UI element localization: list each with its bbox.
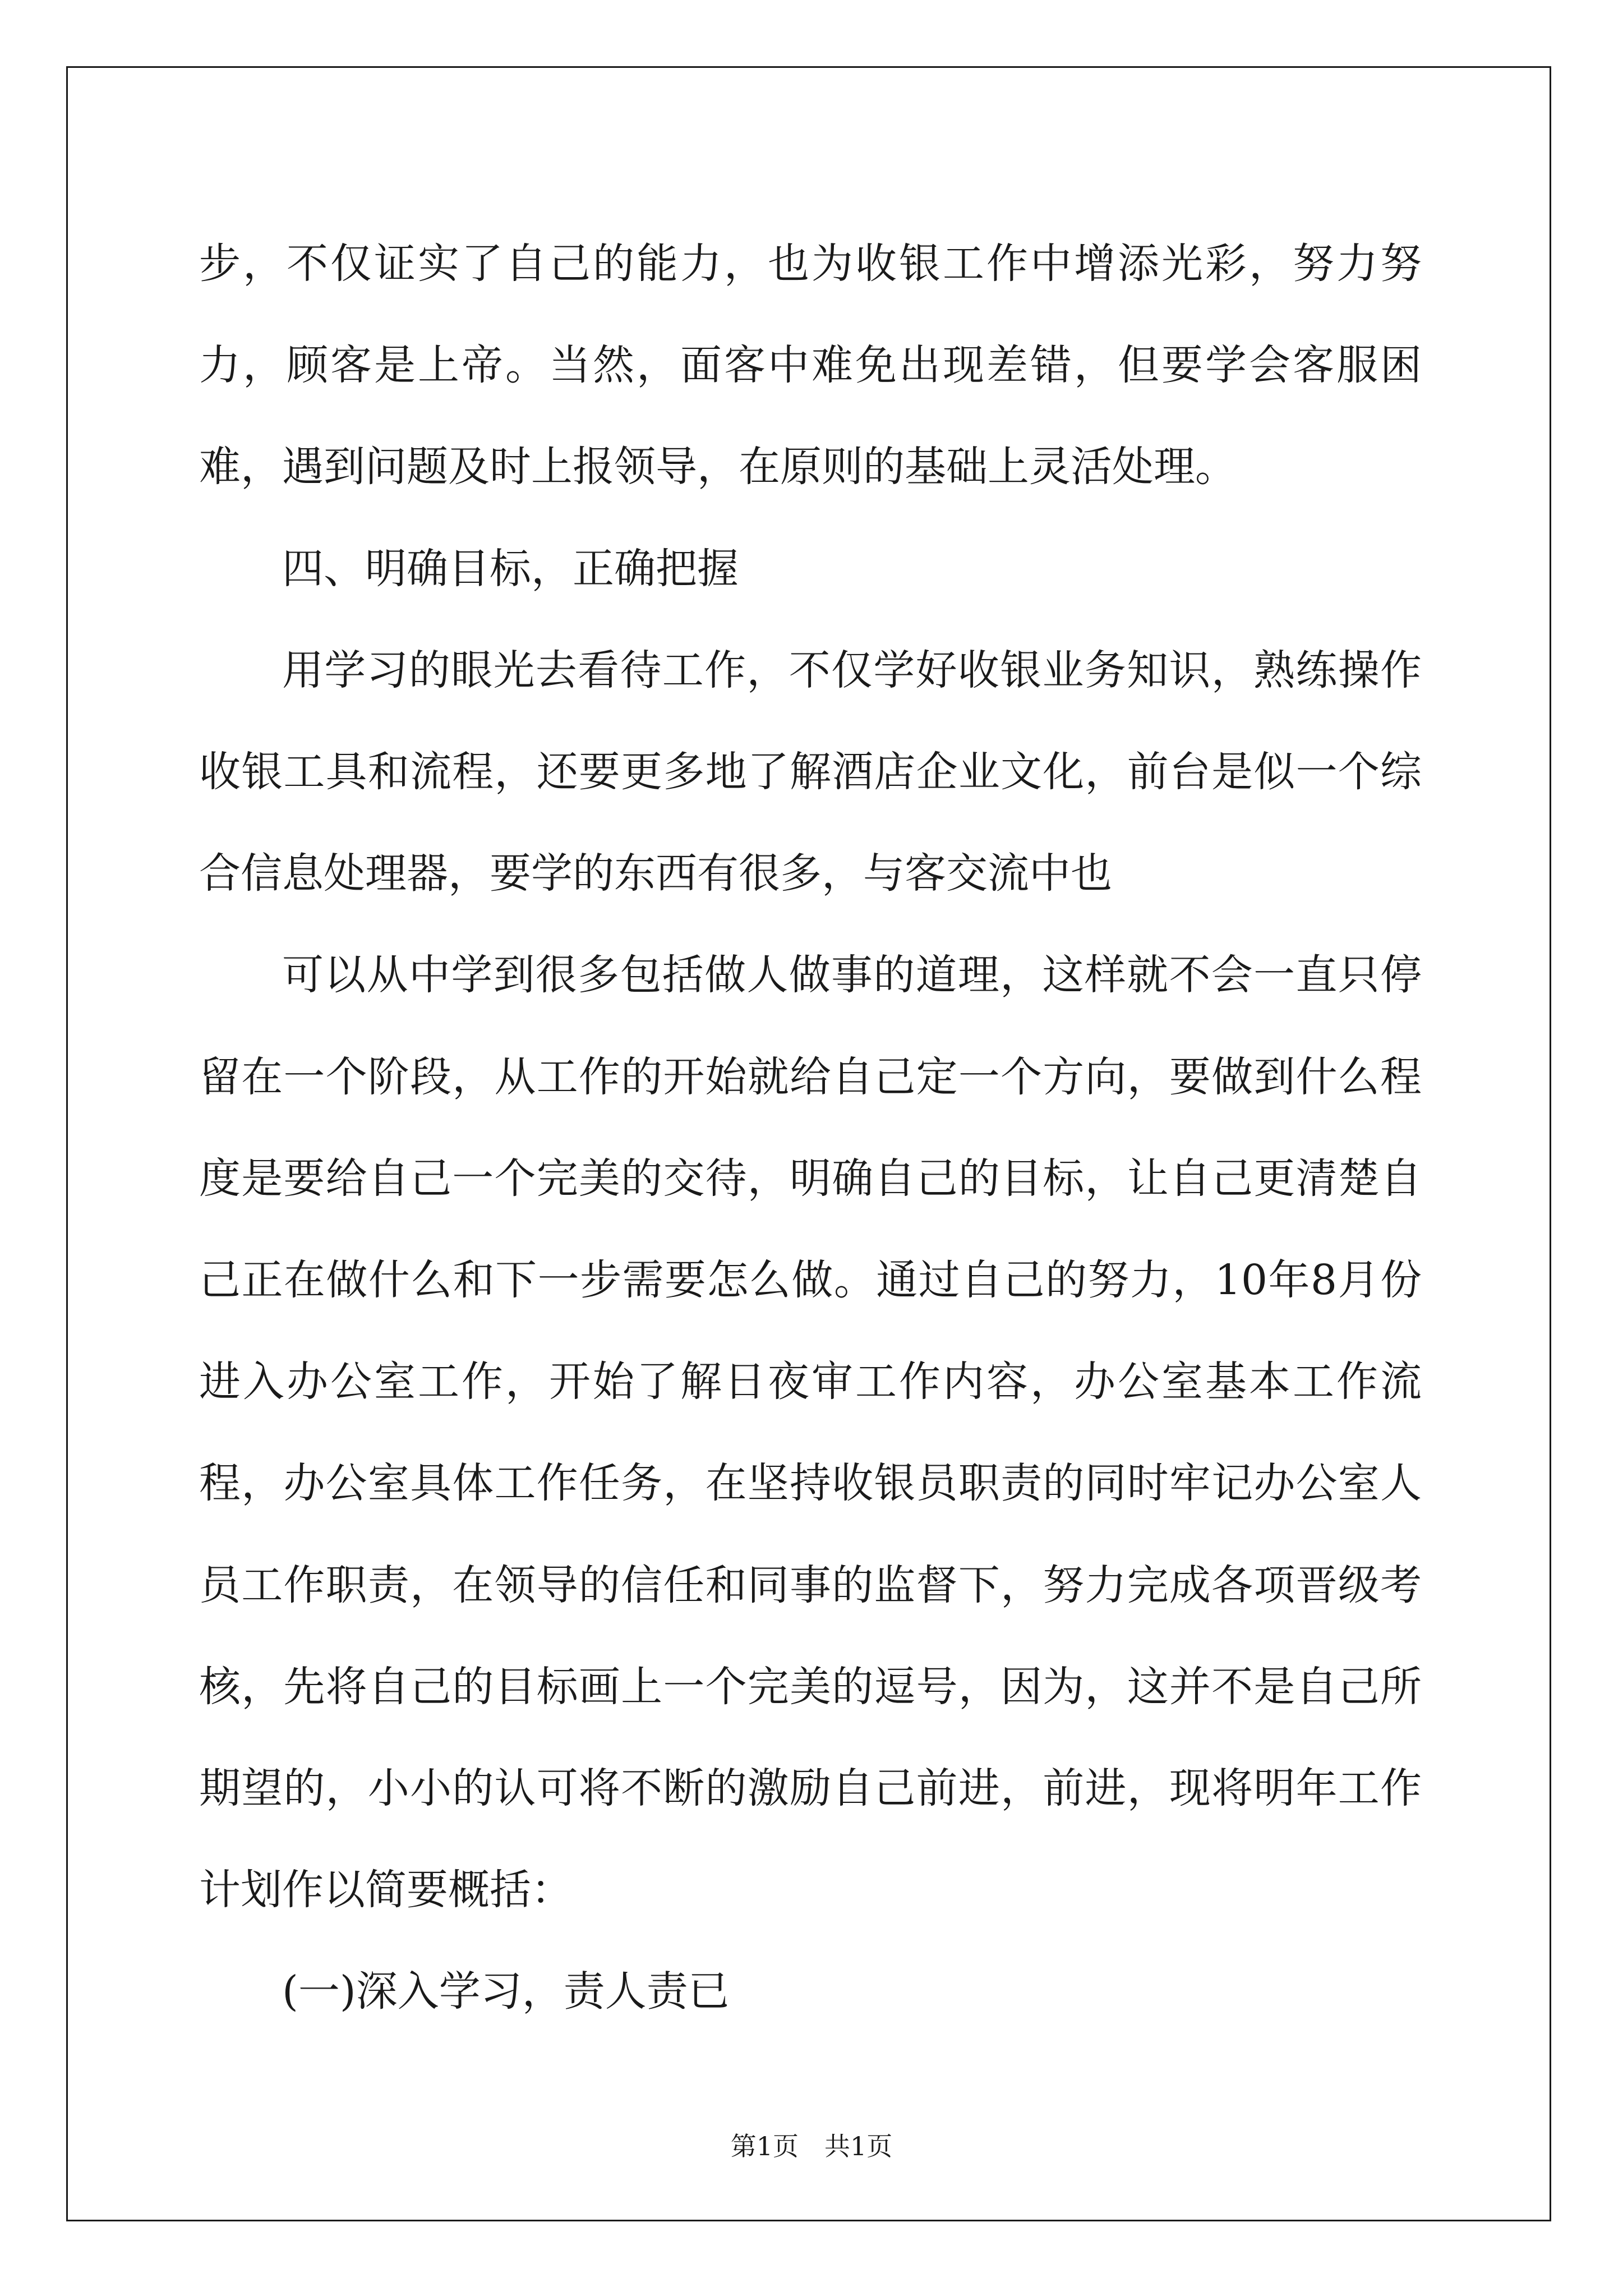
subsection-heading-1: (一)深入学习，责人责已: [282, 1967, 730, 2016]
page-footer: 第1页 共1页: [730, 2131, 893, 2161]
document-body: [199, 213, 1422, 2043]
paragraph-2: 用学习的眼光去看待工作，不仅学好收银业务知识，熟练操作收银工具和流程，还要更多地了解酒店企业文化，前台是似一个综合信息处理器，要学的东西有很多，与客交流中也: [199, 646, 1422, 898]
section-heading-4: 四、明确目标，正确把握: [282, 544, 739, 593]
paragraph-3: 可以从中学到很多包括做人做事的道理，这样就不会一直只停留在一个阶段，从工作的开始就给自己定一个方向，要做到什么程度是要给自己一个完美的交待，明确自己的目标，让自己更清楚自己正在做什么和下一步需要怎么做。通过自己的努力，10年8月份进入办公室工作，开始了解日夜审工作内容，办公室基本工作流程，办公室具体工作任务，在坚持收银员职责的同时牢记办公室人员工作职责，在领导的信任和同事的监督下，努力完成各项晋级考核，先将自己的目标画上一个完美的逗号，因为，这并不是自己所期望的，小小的认可将不断的激励自己前进，前进，现将明年工作计划作以简要概括：: [199, 951, 1422, 1915]
paragraph-1: 步，不仅证实了自己的能力，也为收银工作中增添光彩，努力努力，顾客是上帝。当然，面客中难免出现差错，但要学会客服困难，遇到问题及时上报领导，在原则的基础上灵活处理。: [199, 240, 1422, 491]
